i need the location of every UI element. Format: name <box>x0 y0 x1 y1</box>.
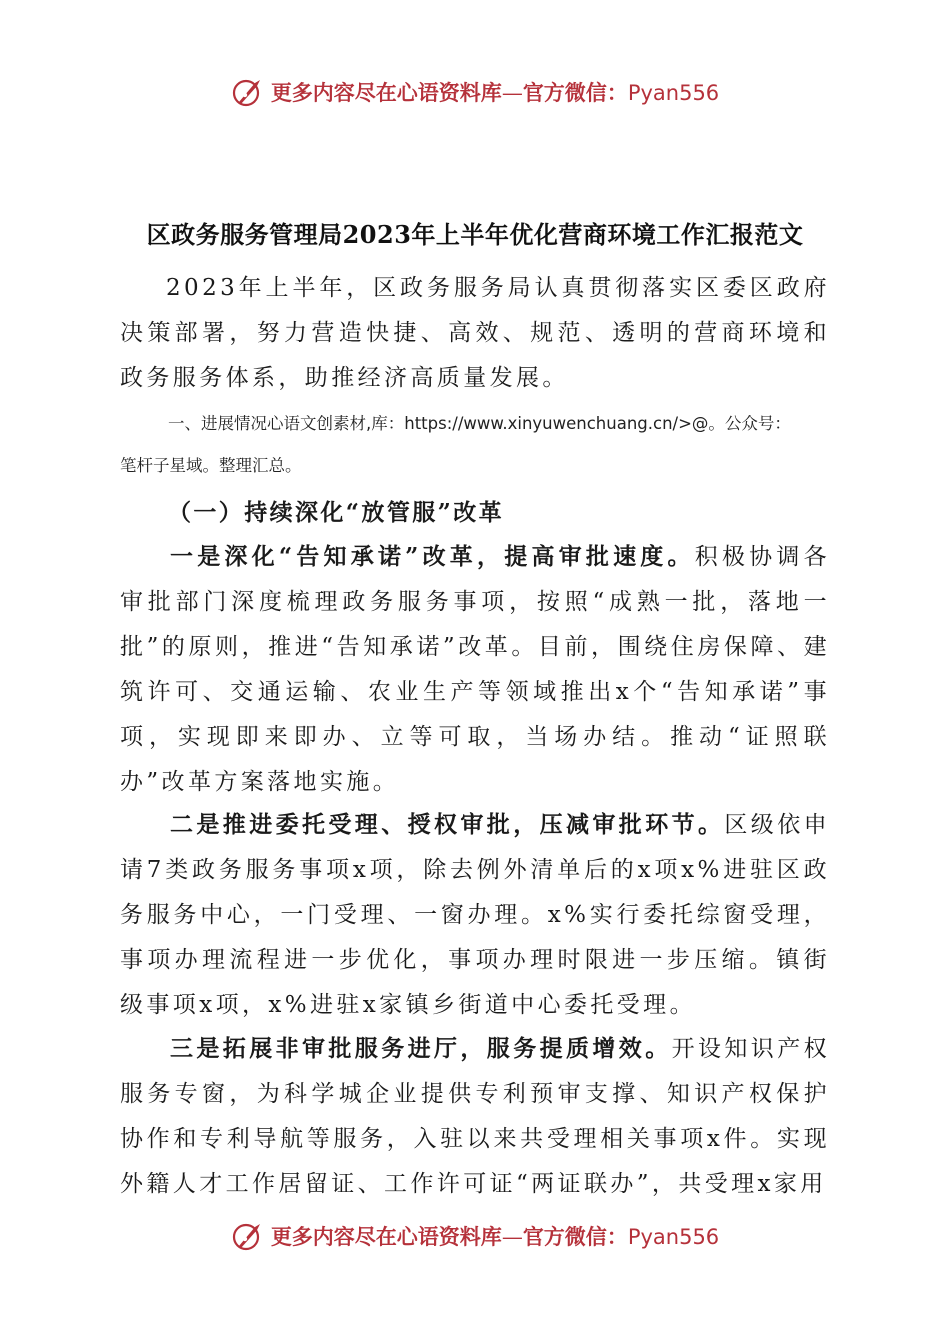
banner-text <box>271 77 719 107</box>
document-title: 区政务服务管理局2023年上半年优化营商环境工作汇报范文 <box>146 220 804 249</box>
item-1-lead: 一是深化“告知承诺”改革，提高审批速度。 <box>170 543 695 570</box>
item-paragraph-2 <box>120 802 830 1028</box>
banner-wechat-id: Pyan556 <box>627 1225 720 1249</box>
section-heading: （一）持续深化“放管服”改革 <box>168 499 505 526</box>
intro-paragraph: 2023年上半年，区政务服务局认真贯彻落实区委区政府决策部署，努力营造快捷、高效、规范、透明的营商环境和政务服务体系，助推经济高质量发展。 <box>120 275 830 391</box>
source-note-line-1: 一、进展情况心语文创素材,库：https://www.xinyuwenchuang.cn/>@。公众号： <box>168 414 791 433</box>
pen-nib-logo-icon <box>231 75 265 109</box>
item-3-body: 开设知识产权服务专窗，为科学城企业提供专利预审支撑、知识产权保护协作和专利导航等服务，入驻以来共受理相关事项x件。实现外籍人才工作居留证、工作许可证“两证联办”，共受理x家用 <box>120 1036 831 1197</box>
banner-main-text: 更多内容尽在心语资料库 <box>270 80 502 105</box>
item-paragraph-1 <box>120 534 830 805</box>
footer-banner <box>0 1216 950 1256</box>
source-note-line-2: 笔杆子星域。整理汇总。 <box>120 456 302 475</box>
item-3-lead: 三是拓展非审批服务进厅，服务提质增效。 <box>170 1035 672 1062</box>
item-1-body: 积极协调各审批部门深度梳理政务服务事项，按照“成熟一批，落地一批”的原则，推进“告知承诺”改革。目前，围绕住房保障、建筑许可、交通运输、农业生产等领域推出x个“告知承诺”事项，实现即来即办、立等可取，当场办结。推动“证照联办”改革方案落地实施。 <box>120 544 831 795</box>
banner-wechat-label: 官方微信： <box>522 1224 628 1249</box>
banner-dash: — <box>501 1225 523 1249</box>
banner-dash: — <box>501 81 523 105</box>
item-paragraph-3 <box>120 1026 830 1207</box>
banner-wechat-id: Pyan556 <box>627 81 720 105</box>
banner-wechat-label: 官方微信： <box>522 80 628 105</box>
pen-nib-logo-icon <box>231 1219 265 1253</box>
banner-text <box>271 1221 719 1251</box>
banner-main-text: 更多内容尽在心语资料库 <box>270 1224 502 1249</box>
item-2-lead: 二是推进委托受理、授权审批，压减审批环节。 <box>170 811 725 838</box>
header-banner <box>0 72 950 112</box>
item-2-body: 区级依申请7类政务服务事项x项，除去例外清单后的x项x%进驻区政务服务中心，一门受理、一窗办理。x%实行委托综窗受理，事项办理流程进一步优化，事项办理时限进一步压缩。镇街级事项x项，x%进驻x家镇乡街道中心委托受理。 <box>120 812 831 1018</box>
source-note <box>120 403 835 487</box>
